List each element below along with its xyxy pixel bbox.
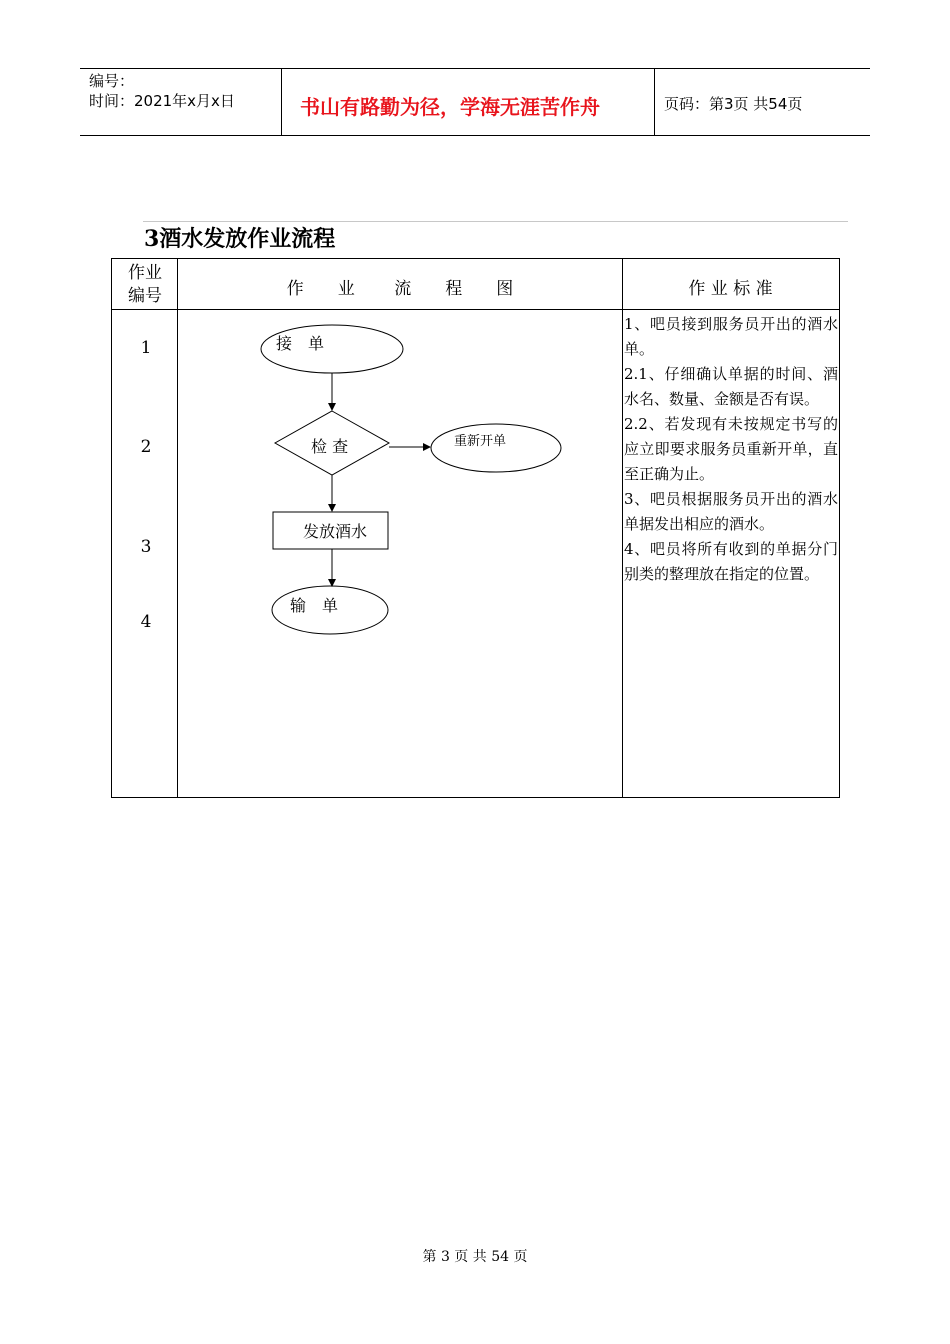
start-node-label: 接 单 [276, 334, 325, 353]
check-node-label: 检 查 [311, 437, 349, 456]
motto: 书山有路勤为径，学海无涯苦作舟 [300, 95, 600, 119]
page-info: 页码：第3页 共54页 [664, 95, 803, 113]
step-number-2: 2 [140, 437, 152, 457]
number-label: 编号： [89, 72, 135, 90]
page-footer: 第 3 页 共 54 页 [422, 1249, 528, 1265]
col-header-number: 作业编号 [128, 263, 162, 306]
standards-list [624, 312, 838, 587]
step-number-1: 1 [140, 338, 152, 358]
step-number-4: 4 [140, 612, 152, 632]
reissue-node-label: 重新开单 [454, 434, 507, 449]
section-title: 3酒水发放作业流程 [144, 226, 336, 252]
standard-item: 2.1、仔细确认单据的时间、酒水名、数量、金额是否有误。 [624, 365, 838, 408]
col-header-standard: 作 业 标 准 [688, 279, 773, 299]
time-label: 时间：2021年x月x日 [89, 92, 235, 110]
step-number-3: 3 [140, 537, 152, 557]
issue-node-label: 发放酒水 [303, 522, 368, 541]
end-node-label: 输 单 [290, 596, 339, 615]
standard-item: 1、吧员接到服务员开出的酒水单。 [624, 315, 838, 358]
standard-item: 3、吧员根据服务员开出的酒水单据发出相应的酒水。 [624, 490, 838, 533]
standard-item: 2.2、若发现有未按规定书写的应立即要求服务员重新开单，直至正确为止。 [624, 415, 838, 483]
col-header-flowchart: 作 业 流 程 图 [286, 279, 514, 299]
standard-item: 4、吧员将所有收到的单据分门别类的整理放在指定的位置。 [624, 540, 838, 583]
